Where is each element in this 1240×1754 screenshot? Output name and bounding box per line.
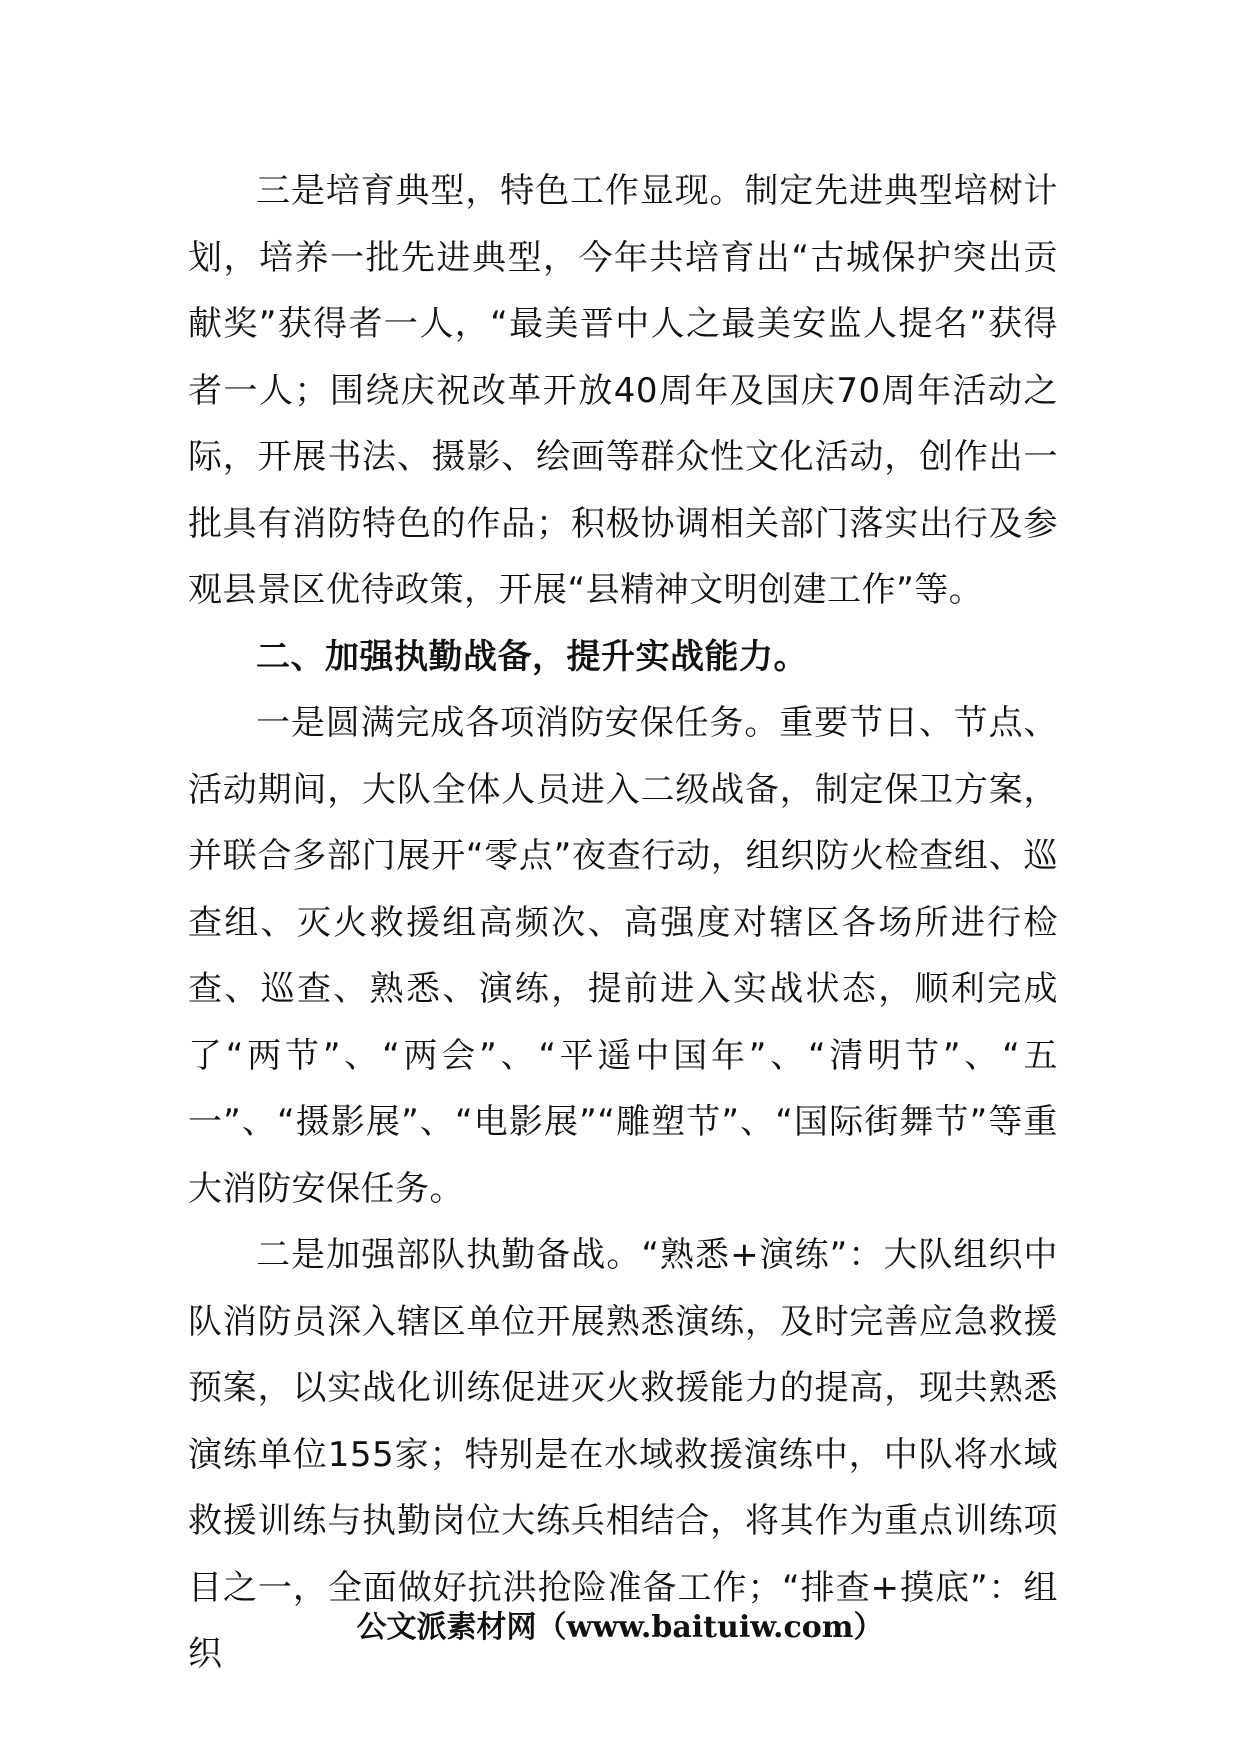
paragraph-duty-preparation: 二是加强部队执勤备战。“熟悉+演练”：大队组织中队消防员深入辖区单位开展熟悉演练，及时完善应急救援预案，以实战化训练促进灭火救援能力的提高，现共熟悉演练单位155家；特别是在水域救援演练中，中队将水域救援训练与执勤岗位大练兵相结合，将其作为重点训练项目之一，全面做好抗洪抢险准备工作；“排查+摸底”：组织: [188, 1235, 1058, 1674]
section-heading-combat-readiness: 二、加强执勤战备，提升实战能力。: [256, 636, 808, 677]
footer-watermark: 公文派素材网（www.baituiw.com）: [356, 1610, 884, 1645]
document-body: [188, 158, 1058, 1688]
paragraph-cultivate-models: 三是培育典型，特色工作显现。制定先进典型培树计划，培养一批先进典型，今年共培育出“古城保护突出贡献奖”获得者一人，“最美晋中人之最美安监人提名”获得者一人；围绕庆祝改革开放40周年及国庆70周年活动之际，开展书法、摄影、绘画等群众性文化活动，创作出一批具有消防特色的作品；积极协调相关部门落实出行及参观县景区优待政策，开展“县精神文明创建工作”等。: [188, 171, 1058, 610]
paragraph-security-tasks: 一是圆满完成各项消防安保任务。重要节日、节点、活动期间，大队全体人员进入二级战备，制定保卫方案，并联合多部门展开“零点”夜查行动，组织防火检查组、巡查组、灭火救援组高频次、高强度对辖区各场所进行检查、巡查、熟悉、演练，提前进入实战状态，顺利完成了“两节”、“两会”、“平遥中国年”、“清明节”、“五一”、“摄影展”、“电影展”“雕塑节”、“国际街舞节”等重大消防安保任务。: [188, 703, 1058, 1209]
